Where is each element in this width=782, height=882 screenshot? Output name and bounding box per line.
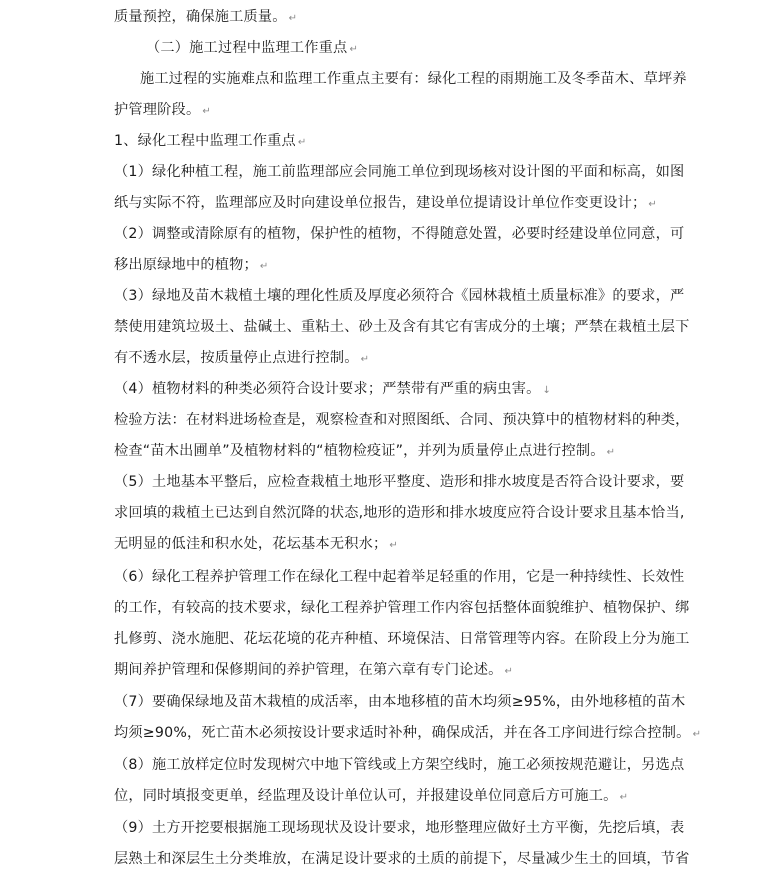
subsection-heading: 1、绿化工程中监理工作重点 ↵: [114, 133, 307, 149]
text-line: 施工过程的实施难点和监理工作重点主要有：绿化工程的雨期施工及冬季苗木、草坪养: [140, 71, 687, 87]
text-line: 扎修剪、浇水施肥、花坛花境的花卉种植、环境保洁、日常管理等内容。在阶段上分为施工: [114, 631, 690, 647]
section-heading: （二）施工过程中监理工作重点 ↵: [146, 40, 359, 56]
text-line: 检查“苗木出圃单”及植物材料的“植物检疫证”，并列为质量停止点进行控制。 ↵: [114, 443, 616, 459]
text-line: （1）绿化种植工程，施工前监理部应会同施工单位到现场核对设计图的平面和标高，如图: [114, 164, 685, 180]
text-line: 禁使用建筑垃圾土、盐碱土、重粘土、砂土及含有其它有害成分的土壤；严禁在栽植土层下: [114, 319, 690, 335]
text-line: 护管理阶段。 ↵: [114, 102, 211, 118]
text-line: 纸与实际不符，监理部应及时向建设单位报告，建设单位提请设计单位作变更设计； ↵: [114, 195, 657, 211]
text-line: 层熟土和深层生土分类堆放，在满足设计要求的土质的前提下，尽量减少生土的回填，节省: [114, 851, 690, 867]
text-line: 质量预控，确保施工质量。 ↵: [114, 9, 298, 25]
text-line: 求回填的栽植土已达到自然沉降的状态,地形的造形和排水坡度应符合设计要求且基本恰当,: [114, 505, 685, 521]
text-line: 的工作，有较高的技术要求，绿化工程养护管理工作内容包括整体面貌维护、植物保护、绑: [114, 600, 690, 616]
text-line: （8）施工放样定位时发现树穴中地下管线或上方架空线时，施工必须按规范避让，另选点: [114, 757, 685, 773]
text-line: （7）要确保绿地及苗木栽植的成活率，由本地移植的苗木均须≥95%，由外地移植的苗木: [114, 694, 686, 710]
text-line: （2）调整或清除原有的植物，保护性的植物，不得随意处置，必要时经建设单位同意，可: [114, 226, 685, 242]
text-line: 有不透水层，按质量停止点进行控制。 ↵: [114, 350, 370, 366]
text-line: （6）绿化工程养护管理工作在绿化工程中起着举足轻重的作用，它是一种持续性、长效性: [114, 569, 685, 585]
text-line: 无明显的低洼和积水处，花坛基本无积水； ↵: [114, 536, 398, 552]
text-line: 均须≥90%，死亡苗木必须按设计要求适时补种，确保成活，并在各工序间进行综合控制。 ↵: [114, 725, 702, 741]
text-line: （4）植物材料的种类必须符合设计要求；严禁带有严重的病虫害。 ↓: [114, 381, 552, 397]
text-line: 检验方法：在材料进场检查是，观察检查和对照图纸、合同、预决算中的植物材料的种类，: [114, 412, 690, 428]
text-line: 期间养护管理和保修期间的养护管理，在第六章有专门论述。 ↵: [114, 662, 514, 678]
text-line: （9）土方开挖要根据施工现场现状及设计要求，地形整理应做好土方平衡，先挖后填，表: [114, 820, 685, 836]
text-line: 移出原绿地中的植物； ↵: [114, 257, 269, 273]
text-line: 位，同时填报变更单，经监理及设计单位认可，并报建设单位同意后方可施工。 ↵: [114, 788, 629, 804]
text-line: （3）绿地及苗木栽植土壤的理化性质及厚度必须符合《园林栽植土质量标准》的要求，严: [114, 288, 685, 304]
text-line: （5）土地基本平整后，应检查栽植土地形平整度、造形和排水坡度是否符合设计要求，要: [114, 474, 685, 490]
